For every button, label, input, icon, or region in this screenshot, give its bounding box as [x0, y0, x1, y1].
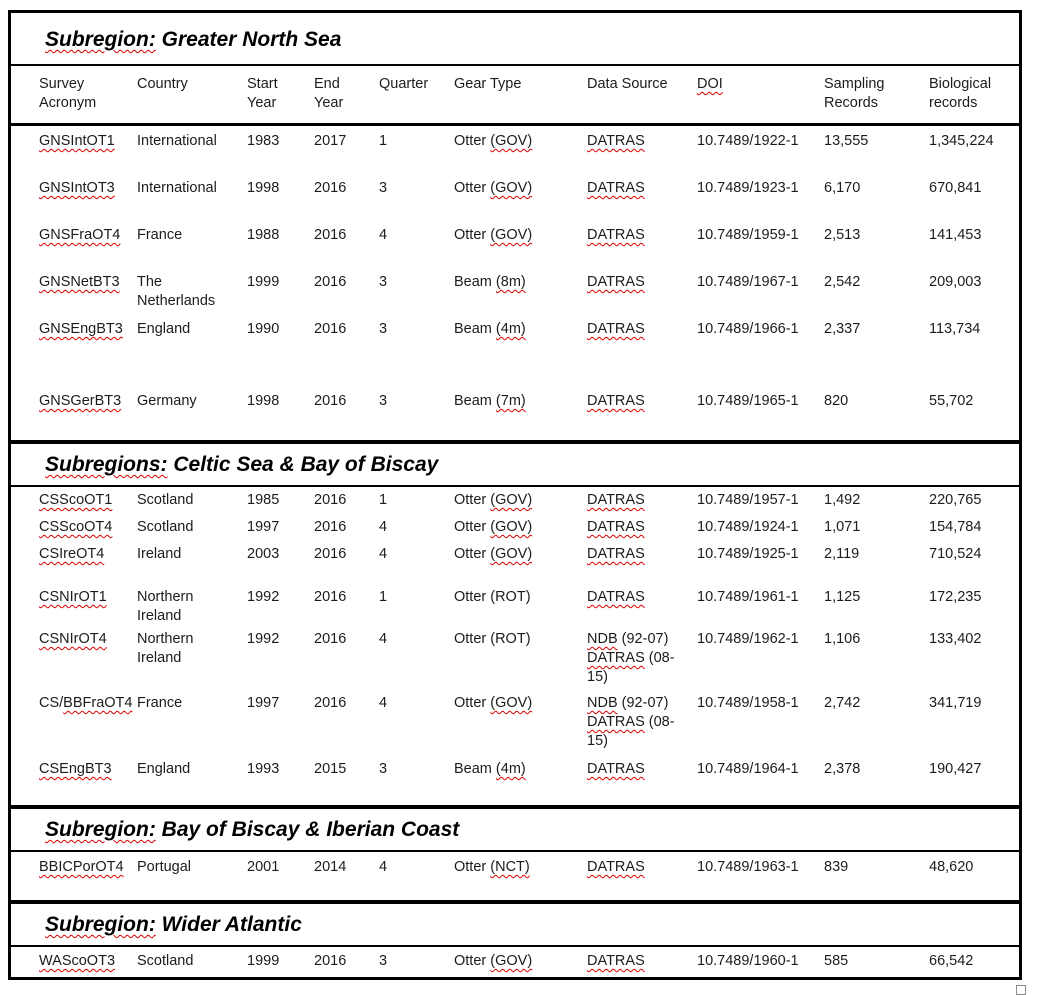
cell-survey-acronym	[39, 952, 137, 971]
spellcheck-squiggle: (GOV)	[490, 546, 533, 562]
cell-survey-acronym	[39, 392, 137, 411]
table-row	[11, 687, 1019, 751]
cell-biological-records: 55,702	[929, 393, 974, 409]
cell-data-source	[587, 320, 697, 339]
cell-gear-type: Otter (GOV)	[454, 546, 533, 562]
cell-sampling-records: 13,555	[824, 133, 869, 149]
cell-country: England	[137, 321, 191, 337]
survey-table	[8, 10, 1022, 980]
cell-start-year: 2003	[247, 546, 280, 562]
column-header-biological-records: Biological records	[929, 76, 992, 111]
cell-gear-type: Beam (4m)	[454, 761, 526, 777]
table-row	[11, 543, 1019, 570]
cell-sampling-records: 1,492	[824, 492, 861, 508]
cell-start-year: 1999	[247, 274, 280, 290]
cell-country: England	[137, 761, 191, 777]
cell-country: Northern Ireland	[137, 631, 194, 666]
cell-sampling-records: 2,513	[824, 227, 861, 243]
cell-quarter: 3	[379, 761, 388, 777]
section-rows	[11, 126, 1019, 440]
spellcheck-squiggle: (GOV)	[490, 133, 533, 149]
spellcheck-squiggle: DATRAS	[587, 180, 645, 196]
cell-start-year: 1999	[247, 953, 280, 969]
cell-survey-acronym	[39, 491, 137, 510]
cell-start-year: 1998	[247, 180, 280, 196]
cell-sampling-records: 2,378	[824, 761, 861, 777]
cell-sampling-records: 2,542	[824, 274, 861, 290]
cell-doi: 10.7489/1923-1	[697, 180, 799, 196]
column-header-start-year: Start Year	[247, 76, 278, 111]
cell-doi: 10.7489/1960-1	[697, 953, 799, 969]
cell-data-source	[587, 518, 697, 537]
document-page	[8, 10, 1022, 980]
spellcheck-squiggle: DATRAS	[587, 589, 645, 605]
cell-sampling-records: 2,337	[824, 321, 861, 337]
cell-country: Portugal	[137, 859, 192, 875]
column-header-quarter: Quarter	[379, 76, 429, 92]
cell-gear-type: Otter (GOV)	[454, 492, 533, 508]
table-row	[11, 176, 1019, 223]
cell-biological-records: 172,235	[929, 589, 982, 605]
spellcheck-squiggle: (GOV)	[490, 953, 533, 969]
spellcheck-squiggle: (4m)	[495, 321, 526, 337]
table-row	[11, 364, 1019, 436]
cell-start-year: 1985	[247, 492, 280, 508]
cell-survey-acronym	[39, 518, 137, 537]
cell-start-year: 1997	[247, 519, 280, 535]
cell-survey-acronym	[39, 630, 137, 649]
cell-start-year: 1993	[247, 761, 280, 777]
cell-doi: 10.7489/1967-1	[697, 274, 799, 290]
table-row	[11, 516, 1019, 543]
cell-survey-acronym	[39, 273, 137, 292]
spellcheck-squiggle: DATRAS	[587, 274, 645, 290]
cell-sampling-records: 1,125	[824, 589, 861, 605]
column-header-country: Country	[137, 76, 188, 92]
table-row	[11, 489, 1019, 516]
table-row	[11, 570, 1019, 626]
cell-country: Scotland	[137, 492, 194, 508]
cell-doi: 10.7489/1963-1	[697, 859, 799, 875]
cell-country: France	[137, 227, 183, 243]
cell-biological-records: 141,453	[929, 227, 982, 243]
cell-survey-acronym	[39, 179, 137, 198]
cell-end-year: 2016	[314, 631, 347, 647]
cell-biological-records: 220,765	[929, 492, 982, 508]
cell-doi: 10.7489/1966-1	[697, 321, 799, 337]
cell-country: Scotland	[137, 953, 194, 969]
cell-doi: 10.7489/1925-1	[697, 546, 799, 562]
cell-gear-type: Beam (4m)	[454, 321, 526, 337]
cell-biological-records: 341,719	[929, 695, 982, 711]
spellcheck-squiggle: Subregions:	[45, 453, 168, 476]
cell-end-year: 2014	[314, 859, 347, 875]
table-row	[11, 223, 1019, 270]
cell-doi: 10.7489/1962-1	[697, 631, 799, 647]
spellcheck-squiggle: (GOV)	[490, 180, 533, 196]
table-row	[11, 270, 1019, 317]
cell-survey-acronym	[39, 320, 137, 339]
spellcheck-squiggle: (4m)	[495, 761, 526, 777]
column-header-sampling-records: Sampling Records	[824, 76, 885, 111]
cell-country: Germany	[137, 393, 197, 409]
cell-country: International	[137, 180, 217, 196]
cell-end-year: 2017	[314, 133, 347, 149]
spellcheck-squiggle: Subregion:	[45, 28, 156, 51]
spellcheck-squiggle: DATRAS	[587, 859, 645, 875]
spellcheck-squiggle: DATRAS	[587, 133, 645, 149]
cell-biological-records: 48,620	[929, 859, 974, 875]
cell-end-year: 2016	[314, 227, 347, 243]
cell-start-year: 1983	[247, 133, 280, 149]
spellcheck-squiggle: CSScoOT4	[39, 519, 113, 535]
spellcheck-squiggle: WAScoOT3	[39, 953, 116, 969]
spellcheck-squiggle: CSScoOT1	[39, 492, 113, 508]
spellcheck-squiggle: NDB	[587, 695, 618, 711]
spellcheck-squiggle: (NCT)	[490, 859, 530, 875]
section-title: Subregions: Celtic Sea & Bay of Biscay	[45, 453, 439, 476]
column-header-gear-type: Gear Type	[454, 76, 522, 92]
cell-country: France	[137, 695, 183, 711]
cell-quarter: 3	[379, 953, 388, 969]
cell-quarter: 1	[379, 492, 388, 508]
cell-country: Scotland	[137, 519, 194, 535]
cell-end-year: 2016	[314, 589, 347, 605]
cell-country: Ireland	[137, 546, 182, 562]
spellcheck-squiggle: (GOV)	[490, 227, 533, 243]
cell-gear-type: Otter (ROT)	[454, 631, 531, 647]
cell-quarter: 3	[379, 180, 388, 196]
spellcheck-squiggle: DATRAS	[587, 321, 645, 337]
cell-quarter: 3	[379, 274, 388, 290]
column-header-row	[11, 66, 1019, 126]
cell-data-source	[587, 273, 697, 292]
cell-start-year: 1990	[247, 321, 280, 337]
spellcheck-squiggle: DATRAS	[587, 393, 645, 409]
cell-sampling-records: 2,742	[824, 695, 861, 711]
spellcheck-squiggle: DATRAS	[587, 714, 645, 730]
cell-country: International	[137, 133, 217, 149]
section-title-band	[11, 13, 1019, 66]
cell-start-year: 2001	[247, 859, 280, 875]
cell-doi: 10.7489/1959-1	[697, 227, 799, 243]
cell-end-year: 2016	[314, 393, 347, 409]
cell-gear-type: Beam (7m)	[454, 393, 526, 409]
cell-end-year: 2016	[314, 695, 347, 711]
cell-sampling-records: 2,119	[824, 546, 860, 562]
spellcheck-squiggle: (7m)	[495, 393, 526, 409]
cell-end-year: 2015	[314, 761, 347, 777]
cell-quarter: 3	[379, 393, 388, 409]
cell-data-source	[587, 392, 697, 411]
cell-quarter: 4	[379, 859, 388, 875]
section-rows	[11, 487, 1019, 805]
cell-biological-records: 190,427	[929, 761, 982, 777]
cell-biological-records: 113,734	[929, 321, 981, 337]
cell-gear-type: Beam (8m)	[454, 274, 526, 290]
cell-gear-type: Otter (GOV)	[454, 180, 533, 196]
cell-quarter: 4	[379, 519, 388, 535]
section-title: Subregion: Greater North Sea	[45, 28, 342, 51]
cell-gear-type: Otter (GOV)	[454, 227, 533, 243]
cell-survey-acronym	[39, 760, 137, 779]
cell-country: The Netherlands	[137, 274, 216, 309]
spellcheck-squiggle: DATRAS	[587, 953, 645, 969]
spellcheck-squiggle: GNSIntOT3	[39, 180, 115, 196]
spellcheck-squiggle: DATRAS	[587, 546, 645, 562]
cell-biological-records: 209,003	[929, 274, 982, 290]
spellcheck-squiggle: (GOV)	[490, 695, 533, 711]
table-resize-handle[interactable]	[1016, 985, 1026, 995]
cell-doi: 10.7489/1964-1	[697, 761, 799, 777]
cell-data-source	[587, 226, 697, 245]
table-row	[11, 947, 1019, 977]
cell-data-source	[587, 588, 697, 607]
cell-doi: 10.7489/1958-1	[697, 695, 799, 711]
cell-sampling-records: 585	[824, 953, 849, 969]
cell-data-source	[587, 132, 697, 151]
cell-survey-acronym: CS/BBFraOT4	[39, 695, 133, 711]
spellcheck-squiggle: Subregion:	[45, 913, 156, 936]
cell-data-source	[587, 179, 697, 198]
cell-start-year: 1992	[247, 631, 280, 647]
cell-end-year: 2016	[314, 321, 347, 337]
spellcheck-squiggle: Subregion:	[45, 818, 156, 841]
cell-quarter: 4	[379, 546, 388, 562]
column-header-doi	[697, 75, 824, 94]
cell-country: Northern Ireland	[137, 589, 194, 624]
spellcheck-squiggle: CSEngBT3	[39, 761, 112, 777]
cell-gear-type: Otter (GOV)	[454, 953, 533, 969]
cell-data-source	[587, 545, 697, 564]
cell-end-year: 2016	[314, 546, 347, 562]
cell-doi: 10.7489/1965-1	[697, 393, 799, 409]
cell-end-year: 2016	[314, 492, 347, 508]
cell-quarter: 1	[379, 589, 388, 605]
column-header-survey-acronym: Survey Acronym	[39, 76, 97, 111]
cell-data-source: NDB (92-07) DATRAS (08- 15)	[587, 695, 675, 749]
spellcheck-squiggle: DATRAS	[587, 492, 645, 508]
cell-gear-type: Otter (GOV)	[454, 133, 533, 149]
cell-gear-type: Otter (NCT)	[454, 859, 530, 875]
cell-biological-records: 133,402	[929, 631, 982, 647]
spellcheck-squiggle: GNSEngBT3	[39, 321, 123, 337]
cell-data-source	[587, 491, 697, 510]
spellcheck-squiggle: DATRAS	[587, 650, 645, 666]
section-title: Subregion: Bay of Biscay & Iberian Coast	[45, 818, 460, 841]
spellcheck-squiggle: GNSNetBT3	[39, 274, 120, 290]
section-title-band	[11, 900, 1019, 947]
cell-start-year: 1998	[247, 393, 280, 409]
spellcheck-squiggle: DATRAS	[587, 227, 645, 243]
spellcheck-squiggle: (GOV)	[490, 519, 533, 535]
cell-sampling-records: 1,071	[824, 519, 861, 535]
cell-quarter: 3	[379, 321, 388, 337]
cell-quarter: 4	[379, 695, 388, 711]
table-row	[11, 129, 1019, 176]
cell-survey-acronym	[39, 132, 137, 151]
spellcheck-squiggle: DATRAS	[587, 519, 645, 535]
spellcheck-squiggle: BBICPorOT4	[39, 859, 124, 875]
spellcheck-squiggle: DOI	[697, 76, 723, 92]
cell-gear-type: Otter (GOV)	[454, 519, 533, 535]
cell-data-source	[587, 760, 697, 779]
cell-end-year: 2016	[314, 274, 347, 290]
cell-biological-records: 1,345,224	[929, 133, 994, 149]
cell-end-year: 2016	[314, 953, 347, 969]
cell-quarter: 4	[379, 631, 388, 647]
spellcheck-squiggle: GNSFraOT4	[39, 227, 121, 243]
cell-end-year: 2016	[314, 180, 347, 196]
cell-biological-records: 710,524	[929, 546, 982, 562]
spellcheck-squiggle: BBFraOT4	[63, 695, 133, 711]
spellcheck-squiggle: CSIreOT4	[39, 546, 105, 562]
column-header-data-source: Data Source	[587, 76, 668, 92]
section-title: Subregion: Wider Atlantic	[45, 913, 302, 936]
cell-gear-type: Otter (ROT)	[454, 589, 531, 605]
table-row	[11, 852, 1019, 900]
cell-biological-records: 154,784	[929, 519, 982, 535]
cell-doi: 10.7489/1961-1	[697, 589, 799, 605]
cell-doi: 10.7489/1924-1	[697, 519, 799, 535]
spellcheck-squiggle: CSNIrOT4	[39, 631, 107, 647]
cell-biological-records: 66,542	[929, 953, 974, 969]
cell-sampling-records: 839	[824, 859, 849, 875]
table-row	[11, 626, 1019, 687]
cell-sampling-records: 6,170	[824, 180, 861, 196]
cell-sampling-records: 1,106	[824, 631, 861, 647]
spellcheck-squiggle: DATRAS	[587, 761, 645, 777]
cell-end-year: 2016	[314, 519, 347, 535]
cell-data-source	[587, 858, 697, 877]
cell-start-year: 1988	[247, 227, 280, 243]
cell-data-source: NDB (92-07) DATRAS (08- 15)	[587, 631, 675, 685]
cell-quarter: 1	[379, 133, 388, 149]
section-rows	[11, 947, 1019, 977]
table-row	[11, 751, 1019, 785]
cell-survey-acronym	[39, 858, 137, 877]
cell-start-year: 1997	[247, 695, 280, 711]
cell-survey-acronym	[39, 226, 137, 245]
cell-sampling-records: 820	[824, 393, 849, 409]
cell-doi: 10.7489/1922-1	[697, 133, 799, 149]
spellcheck-squiggle: GNSGerBT3	[39, 393, 122, 409]
cell-survey-acronym	[39, 588, 137, 607]
spellcheck-squiggle: (GOV)	[490, 492, 533, 508]
spellcheck-squiggle: (8m)	[495, 274, 526, 290]
table-row	[11, 317, 1019, 364]
cell-quarter: 4	[379, 227, 388, 243]
section-title-band	[11, 440, 1019, 487]
cell-gear-type: Otter (GOV)	[454, 695, 533, 711]
cell-doi: 10.7489/1957-1	[697, 492, 799, 508]
section-title-band	[11, 805, 1019, 852]
spellcheck-squiggle: NDB	[587, 631, 618, 647]
cell-biological-records: 670,841	[929, 180, 982, 196]
spellcheck-squiggle: CSNIrOT1	[39, 589, 107, 605]
spellcheck-squiggle: GNSIntOT1	[39, 133, 115, 149]
section-rows	[11, 852, 1019, 900]
cell-data-source	[587, 952, 697, 971]
cell-survey-acronym	[39, 545, 137, 564]
cell-start-year: 1992	[247, 589, 280, 605]
column-header-end-year: End Year	[314, 76, 344, 111]
